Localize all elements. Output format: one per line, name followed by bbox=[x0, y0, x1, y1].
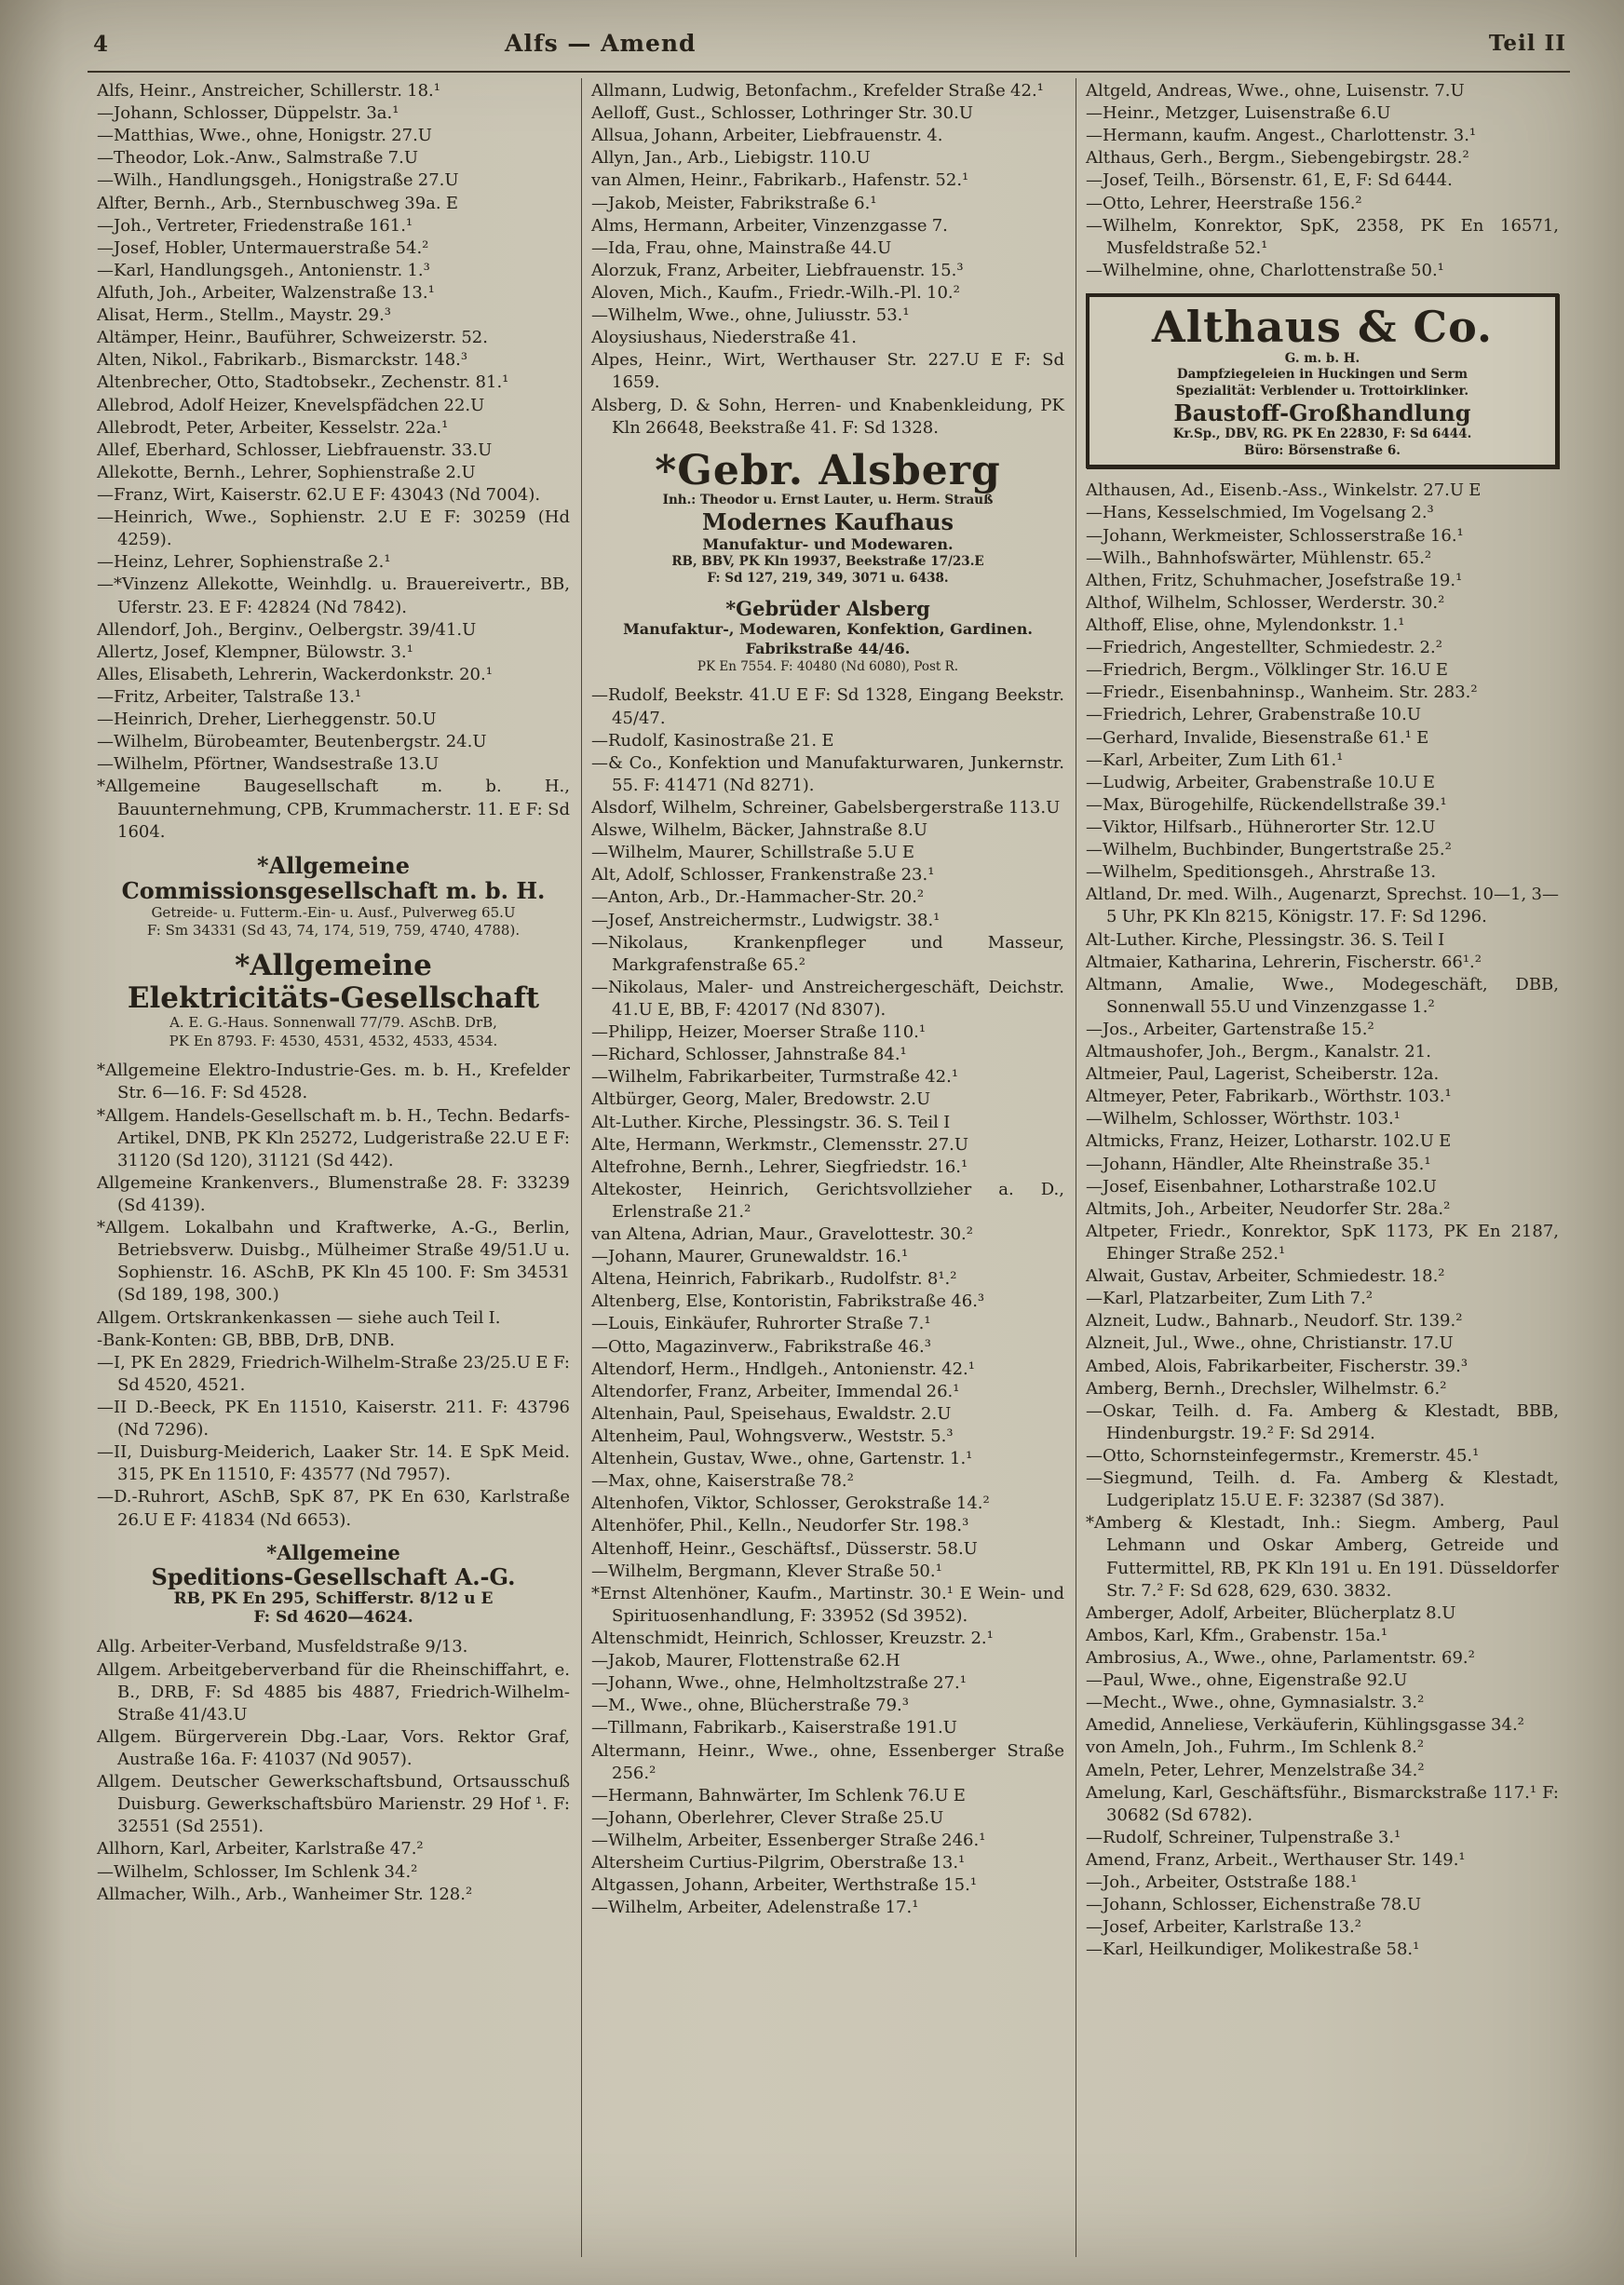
directory-entry: Altefrohne, Bernh., Lehrer, Siegfriedstr. 16.¹ bbox=[591, 1156, 968, 1177]
directory-entry: —Otto, Lehrer, Heerstraße 156.² bbox=[1086, 193, 1362, 213]
ad-title: Speditions-Gesellschaft A.-G. bbox=[151, 1562, 516, 1590]
directory-entry: —Josef, Anstreichermstr., Ludwigstr. 38.¹ bbox=[591, 910, 941, 930]
ad-line: PK En 8793. F: 4530, 4531, 4532, 4533, 4534. bbox=[169, 1032, 498, 1049]
directory-entry: —D.-Ruhrort, ASchB, SpK 87, PK En 630, Karlstraße 26.U E F: 41834 (Nd 6653). bbox=[97, 1487, 570, 1530]
ad-subtitle: Baustoff-Großhandlung bbox=[1173, 399, 1471, 427]
directory-entry: —Ludwig, Arbeiter, Grabenstraße 10.U E bbox=[1086, 772, 1436, 792]
ad-title: *Allgemeine bbox=[235, 948, 432, 982]
directory-entry: Allef, Eberhard, Schlosser, Liebfrauenstr. 33.U bbox=[97, 439, 493, 460]
directory-entry: —Karl, Arbeiter, Zum Lith 61.¹ bbox=[1086, 750, 1344, 770]
directory-entry: —Heinrich, Dreher, Lierheggenstr. 50.U bbox=[97, 710, 437, 730]
directory-entry: Altmicks, Franz, Heizer, Lotharstr. 102.U E bbox=[1086, 1131, 1452, 1152]
directory-entry: —Hermann, Bahnwärter, Im Schlenk 76.U E bbox=[591, 1785, 966, 1805]
column-2 bbox=[581, 78, 1076, 2257]
ad-allgemeine-speditions-gesellschaft bbox=[97, 1541, 570, 1628]
directory-entry: —& Co., Konfektion und Manufakturwaren, Junkernstr. 55. F: 41471 (Nd 8271). bbox=[591, 752, 1064, 795]
directory-entry: —Wilhelm, Schlosser, Wörthstr. 103.¹ bbox=[1086, 1109, 1401, 1129]
directory-entry: Alte, Hermann, Werkmstr., Clemensstr. 27.U bbox=[591, 1134, 969, 1155]
ad-line: RB, PK En 295, Schifferstr. 8/12 u E bbox=[173, 1589, 494, 1609]
directory-entry: Aloysiushaus, Niederstraße 41. bbox=[591, 328, 857, 348]
directory-entry: Altendorfer, Franz, Arbeiter, Immendal 26.¹ bbox=[591, 1381, 960, 1401]
ad-title: *Allgemeine Commissionsgesellschaft m. b. H. bbox=[121, 851, 546, 905]
ad-line: Getreide- u. Futterm.-Ein- u. Ausf., Pulverweg 65.U bbox=[151, 903, 516, 921]
directory-entry: Altenbrecher, Otto, Stadtobsekr., Zechenstr. 81.¹ bbox=[97, 372, 509, 393]
ad-line: A. E. G.-Haus. Sonnenwall 77/79. ASchB. DrB, bbox=[169, 1014, 497, 1032]
directory-entry: —Josef, Arbeiter, Karlstraße 13.² bbox=[1086, 1917, 1361, 1938]
directory-entry: Ambed, Alois, Fabrikarbeiter, Fischerstr. 39.³ bbox=[1086, 1356, 1468, 1376]
directory-entry: —Siegmund, Teilh. d. Fa. Amberg & Klestadt, Ludgeriplatz 15.U E. F: 32387 (Sd 387). bbox=[1086, 1468, 1559, 1511]
directory-entry: —Hans, Kesselschmied, Im Vogelsang 2.³ bbox=[1086, 503, 1434, 523]
directory-entry: Altmaushofer, Joh., Bergm., Kanalstr. 21. bbox=[1086, 1042, 1431, 1062]
ad-gebr-alsberg bbox=[591, 446, 1064, 588]
part-label: Teil II bbox=[1488, 31, 1566, 56]
directory-entry: Altenhöfer, Phil., Kelln., Neudorfer Str. 198.³ bbox=[591, 1516, 969, 1536]
directory-columns bbox=[88, 78, 1570, 2257]
directory-entry: —Fritz, Arbeiter, Talstraße 13.¹ bbox=[97, 686, 362, 707]
directory-entry: Alms, Hermann, Arbeiter, Vinzenzgasse 7. bbox=[591, 215, 948, 236]
directory-entry: Ameln, Peter, Lehrer, Menzelstraße 34.² bbox=[1086, 1760, 1425, 1780]
directory-entry: —Otto, Magazinverw., Fabrikstraße 46.³ bbox=[591, 1336, 931, 1357]
directory-entry: —Friedrich, Lehrer, Grabenstraße 10.U bbox=[1086, 705, 1422, 725]
directory-entry: —Josef, Hobler, Untermauerstraße 54.² bbox=[97, 237, 429, 258]
directory-entry: Alzneit, Ludw., Bahnarb., Neudorf. Str. 139.² bbox=[1086, 1311, 1463, 1332]
directory-entry: —Nikolaus, Maler- und Anstreichergeschäft, Deichstr. 41.U E, BB, F: 42017 (Nd 8307). bbox=[591, 977, 1064, 1020]
directory-entry: —Wilhelm, Schlosser, Im Schlenk 34.² bbox=[97, 1861, 418, 1882]
directory-entry: —Wilhelm, Speditionsgeh., Ahrstraße 13. bbox=[1086, 862, 1437, 883]
directory-entry: Allgem. Ortskrankenkassen — siehe auch Teil I. bbox=[97, 1307, 501, 1328]
directory-entry: Allyn, Jan., Arb., Liebigstr. 110.U bbox=[591, 148, 871, 169]
directory-entry: von Ameln, Joh., Fuhrm., Im Schlenk 8.² bbox=[1086, 1737, 1425, 1758]
directory-entry: —Max, ohne, Kaiserstraße 78.² bbox=[591, 1471, 854, 1492]
directory-entry: —Wilhelm, Buchbinder, Bungertstraße 25.² bbox=[1086, 840, 1452, 860]
running-head: Alfs — Amend bbox=[505, 30, 697, 57]
page-header bbox=[88, 28, 1570, 73]
directory-entry: —Gerhard, Invalide, Biesenstraße 61.¹ E bbox=[1086, 727, 1429, 748]
ad-title: *Gebrüder Alsberg bbox=[725, 597, 930, 621]
directory-entry: Allmacher, Wilh., Arb., Wanheimer Str. 128.² bbox=[97, 1884, 473, 1904]
directory-entry: Amelung, Karl, Geschäftsführ., Bismarckstraße 117.¹ F: 30682 (Sd 6782). bbox=[1086, 1782, 1559, 1825]
directory-entry: van Almen, Heinr., Fabrikarb., Hafenstr. 52.¹ bbox=[591, 170, 969, 191]
ad-title: Elektricitäts-Gesellschaft bbox=[127, 980, 540, 1015]
directory-entry: —M., Wwe., ohne, Blücherstraße 79.³ bbox=[591, 1696, 909, 1716]
directory-entry: —Louis, Einkäufer, Ruhrorter Straße 7.¹ bbox=[591, 1314, 931, 1334]
directory-entry: *Amberg & Klestadt, Inh.: Siegm. Amberg, Paul Lehmann und Oskar Amberg, Getreide und Futtermittel, RB, PK Kln 191 u. En 191. Düsseldorfer Str. 7.² F: Sd 628, 629, 630. 3832. bbox=[1086, 1513, 1559, 1601]
directory-entry: Amend, Franz, Arbeit., Werthauser Str. 149.¹ bbox=[1086, 1849, 1466, 1870]
directory-entry: —Karl, Heilkundiger, Molikestraße 58.¹ bbox=[1086, 1940, 1420, 1960]
directory-entry: Alwait, Gustav, Arbeiter, Schmiedestr. 18.² bbox=[1086, 1266, 1445, 1287]
directory-entry: Allmann, Ludwig, Betonfachm., Krefelder Straße 42.¹ bbox=[591, 81, 1044, 101]
directory-entry: —Tillmann, Fabrikarb., Kaiserstraße 191.U bbox=[591, 1718, 957, 1738]
directory-entry: Altmits, Joh., Arbeiter, Neudorfer Str. 28a.² bbox=[1086, 1198, 1451, 1219]
directory-entry: —Rudolf, Schreiner, Tulpenstraße 3.¹ bbox=[1086, 1827, 1401, 1847]
directory-entry: Alt-Luther. Kirche, Plessingstr. 36. S. Teil I bbox=[591, 1112, 951, 1132]
directory-entry: —Heinr., Metzger, Luisenstraße 6.U bbox=[1086, 103, 1391, 124]
directory-entry: Alfter, Bernh., Arb., Sternbuschweg 39a. E bbox=[97, 193, 458, 213]
directory-entry: —Oskar, Teilh. d. Fa. Amberg & Klestadt, BBB, Hindenburgstr. 19.² F: Sd 2914. bbox=[1086, 1400, 1559, 1443]
ad-line: Manufaktur- und Modewaren. bbox=[702, 534, 954, 553]
directory-entry: Ambrosius, A., Wwe., ohne, Parlamentstr. 69.² bbox=[1086, 1648, 1475, 1668]
directory-entry: van Altena, Adrian, Maur., Gravelottestr. 30.² bbox=[591, 1224, 973, 1245]
ad-line: Inh.: Theodor u. Ernst Lauter, u. Herm. Strauß bbox=[662, 493, 994, 508]
column-1 bbox=[88, 78, 581, 2257]
directory-entry: Allhorn, Karl, Arbeiter, Karlstraße 47.² bbox=[97, 1839, 424, 1859]
directory-entry: Altermann, Heinr., Wwe., ohne, Essenberger Straße 256.² bbox=[591, 1740, 1064, 1783]
ad-line: F: Sd 4620—4624. bbox=[253, 1608, 413, 1628]
directory-entry: -Bank-Konten: GB, BBB, DrB, DNB. bbox=[97, 1330, 395, 1350]
directory-entry: —I, PK En 2829, Friedrich-Wilhelm-Straße 23/25.U E F: Sd 4520, 4521. bbox=[97, 1352, 570, 1395]
directory-entry: Alles, Elisabeth, Lehrerin, Wackerdonkstr. 20.¹ bbox=[97, 664, 493, 684]
directory-entry: Altbürger, Georg, Maler, Bredowstr. 2.U bbox=[591, 1089, 931, 1110]
directory-entry: —*Vinzenz Allekotte, Weinhdlg. u. Brauereivertr., BB, Uferstr. 23. E F: 42824 (Nd 7842). bbox=[97, 575, 570, 617]
directory-entry: Althaus, Gerh., Bergm., Siebengebirgstr. 28.² bbox=[1086, 148, 1469, 169]
directory-entry: —Johann, Werkmeister, Schlosserstraße 16.¹ bbox=[1086, 525, 1464, 546]
directory-entry: Altmeyer, Peter, Fabrikarb., Wörthstr. 103.¹ bbox=[1086, 1087, 1452, 1107]
directory-entry: Althen, Fritz, Schuhmacher, Josefstraße 19.¹ bbox=[1086, 570, 1463, 590]
directory-entry: —Johann, Oberlehrer, Clever Straße 25.U bbox=[591, 1807, 944, 1828]
directory-entry: Amberg, Bernh., Drechsler, Wilhelmstr. 6.² bbox=[1086, 1378, 1447, 1399]
directory-entry: —Nikolaus, Krankenpfleger und Masseur, Markgrafenstraße 65.² bbox=[591, 932, 1064, 975]
directory-entry: Alorzuk, Franz, Arbeiter, Liebfrauenstr. 15.³ bbox=[591, 260, 964, 280]
directory-entry: —Mecht., Wwe., ohne, Gymnasialstr. 3.² bbox=[1086, 1693, 1425, 1713]
ad-althaus-und-co bbox=[1086, 293, 1559, 468]
directory-entry: —Heinrich, Wwe., Sophienstr. 2.U E F: 30259 (Hd 4259). bbox=[97, 507, 570, 550]
ad-title: *Gebr. Alsberg bbox=[655, 446, 1001, 494]
directory-entry: Allg. Arbeiter-Verband, Musfeldstraße 9/13. bbox=[97, 1637, 468, 1657]
directory-entry: Allgem. Bürgerverein Dbg.-Laar, Vors. Rektor Graf, Austraße 16a. F: 41037 (Nd 9057). bbox=[97, 1726, 570, 1769]
directory-entry: —Wilhelm, Konrektor, SpK, 2358, PK En 16571, Musfeldstraße 52.¹ bbox=[1086, 215, 1559, 258]
directory-entry: Allebrodt, Peter, Arbeiter, Kesselstr. 22a.¹ bbox=[97, 417, 449, 438]
directory-entry: Amedid, Anneliese, Verkäuferin, Kühlingsgasse 34.² bbox=[1086, 1715, 1524, 1736]
ad-line: F: Sm 34331 (Sd 43, 74, 174, 519, 759, 4740, 4788). bbox=[146, 922, 521, 940]
ad-title: *Allgemeine bbox=[266, 1540, 400, 1564]
directory-entry: Altersheim Curtius-Pilgrim, Oberstraße 13.¹ bbox=[591, 1853, 966, 1873]
directory-entry: —Jakob, Meister, Fabrikstraße 6.¹ bbox=[591, 193, 877, 213]
directory-entry: —Ida, Frau, ohne, Mainstraße 44.U bbox=[591, 237, 892, 258]
directory-entry: Altgeld, Andreas, Wwe., ohne, Luisenstr. 7.U bbox=[1086, 81, 1465, 101]
ad-line: Büro: Börsenstraße 6. bbox=[1244, 442, 1401, 458]
directory-entry: —Heinz, Lehrer, Sophienstraße 2.¹ bbox=[97, 552, 391, 573]
directory-entry: —Johann, Maurer, Grunewaldstr. 16.¹ bbox=[591, 1247, 909, 1267]
directory-entry: Altpeter, Friedr., Konrektor, SpK 1173, PK En 2187, Ehinger Straße 252.¹ bbox=[1086, 1221, 1559, 1264]
directory-entry: —Wilhelm, Pförtner, Wandsestraße 13.U bbox=[97, 754, 440, 775]
directory-entry: Althoff, Elise, ohne, Mylendonkstr. 1.¹ bbox=[1086, 615, 1405, 635]
directory-entry: Altenhoff, Heinr., Geschäftsf., Düsserstr. 58.U bbox=[591, 1538, 978, 1559]
directory-entry: Altekoster, Heinrich, Gerichtsvollzieher a. D., Erlenstraße 21.² bbox=[591, 1179, 1064, 1222]
directory-entry: Allebrod, Adolf Heizer, Knevelspfädchen 22.U bbox=[97, 395, 485, 415]
directory-entry: —Wilh., Bahnhofswärter, Mühlenstr. 65.² bbox=[1086, 548, 1432, 568]
directory-entry: —Karl, Platzarbeiter, Zum Lith 7.² bbox=[1086, 1289, 1374, 1309]
directory-entry: Altenheim, Paul, Wohngsverw., Weststr. 5.³ bbox=[591, 1426, 954, 1447]
directory-entry: Allertz, Josef, Klempner, Bülowstr. 3.¹ bbox=[97, 642, 413, 662]
directory-entry: —Wilhelm, Wwe., ohne, Juliusstr. 53.¹ bbox=[591, 305, 910, 326]
ad-line: Fabrikstraße 44/46. bbox=[745, 640, 911, 658]
directory-entry: —Jos., Arbeiter, Gartenstraße 15.² bbox=[1086, 1019, 1374, 1039]
ad-line: Manufaktur-, Modewaren, Konfektion, Gardinen. bbox=[623, 620, 1033, 639]
ad-line: Spezialität: Verblender u. Trottoirklinker. bbox=[1175, 384, 1469, 399]
directory-entry: *Ernst Altenhöner, Kaufm., Martinstr. 30.¹ E Wein- und Spirituosenhandlung, F: 33952 (Sd 3952). bbox=[591, 1583, 1064, 1626]
ad-allgemeine-commissionsgesellschaft bbox=[97, 853, 570, 940]
directory-entry: *Allgemeine Elektro-Industrie-Ges. m. b. H., Krefelder Str. 6—16. F: Sd 4528. bbox=[97, 1061, 570, 1103]
directory-entry: —Josef, Teilh., Börsenstr. 61, E, F: Sd 6444. bbox=[1086, 170, 1453, 191]
directory-entry: —Matthias, Wwe., ohne, Honigstr. 27.U bbox=[97, 126, 432, 146]
directory-entry: —Wilhelm, Arbeiter, Essenberger Straße 246.¹ bbox=[591, 1831, 986, 1850]
directory-entry: Ambos, Karl, Kfm., Grabenstr. 15a.¹ bbox=[1086, 1625, 1388, 1645]
directory-entry: Altgassen, Johann, Arbeiter, Werthstraße 15.¹ bbox=[591, 1875, 978, 1896]
directory-entry: —Otto, Schornsteinfegermstr., Kremerstr. 45.¹ bbox=[1086, 1446, 1480, 1467]
directory-entry: Altmaier, Katharina, Lehrerin, Fischerstr. 66¹.² bbox=[1086, 952, 1482, 972]
directory-entry: —Johann, Händler, Alte Rheinstraße 35.¹ bbox=[1086, 1154, 1431, 1174]
directory-entry: —Wilh., Handlungsgeh., Honigstraße 27.U bbox=[97, 170, 459, 191]
directory-entry: Alfuth, Joh., Arbeiter, Walzenstraße 13.¹ bbox=[97, 282, 435, 303]
directory-entry: Allgem. Deutscher Gewerkschaftsbund, Ortsausschuß Duisburg. Gewerkschaftsbüro Marienstr. 29 Hof ¹. F: 32551 (Sd 2551). bbox=[97, 1772, 570, 1837]
directory-entry: Altmann, Amalie, Wwe., Modegeschäft, DBB, Sonnenwall 55.U und Vinzenzgasse 1.² bbox=[1086, 974, 1559, 1017]
directory-entry: —Anton, Arb., Dr.-Hammacher-Str. 20.² bbox=[591, 887, 925, 908]
directory-entry: Alswe, Wilhelm, Bäcker, Jahnstraße 8.U bbox=[591, 820, 928, 841]
ad-line: RB, BBV, PK Kln 19937, Beekstraße 17/23.E bbox=[671, 554, 984, 570]
directory-entry: Alfs, Heinr., Anstreicher, Schillerstr. 18.¹ bbox=[97, 81, 440, 101]
directory-entry: —Wilhelm, Bergmann, Klever Straße 50.¹ bbox=[591, 1561, 942, 1581]
directory-entry: Allendorf, Joh., Berginv., Oelbergstr. 39/41.U bbox=[97, 619, 477, 640]
directory-entry: —Wilhelm, Arbeiter, Adelenstraße 17.¹ bbox=[591, 1898, 919, 1918]
directory-entry: —Josef, Eisenbahner, Lotharstraße 102.U bbox=[1086, 1176, 1437, 1197]
directory-entry: —Johann, Wwe., ohne, Helmholtzstraße 27.¹ bbox=[591, 1673, 967, 1694]
ad-line: PK En 7554. F: 40480 (Nd 6080), Post R. bbox=[697, 658, 959, 674]
directory-entry: Allgemeine Krankenvers., Blumenstraße 28. F: 33239 (Sd 4139). bbox=[97, 1172, 570, 1215]
directory-entry: —Paul, Wwe., ohne, Eigenstraße 92.U bbox=[1086, 1670, 1408, 1691]
directory-entry: —Franz, Wirt, Kaiserstr. 62.U E F: 43043 (Nd 7004). bbox=[97, 484, 541, 505]
directory-entry: Allgem. Arbeitgeberverband für die Rheinschiffahrt, e. B., DRB, F: Sd 4885 bis 4887, Friedrich-Wilhelm-Straße 41/43.U bbox=[97, 1659, 570, 1724]
directory-entry: —Rudolf, Beekstr. 41.U E F: Sd 1328, Eingang Beekstr. 45/47. bbox=[591, 685, 1064, 728]
directory-entry: Althausen, Ad., Eisenb.-Ass., Winkelstr. 27.U E bbox=[1086, 480, 1482, 501]
directory-entry: Aelloff, Gust., Schlosser, Lothringer Str. 30.U bbox=[591, 103, 973, 124]
directory-entry: —Wilhelm, Fabrikarbeiter, Turmstraße 42.¹ bbox=[591, 1067, 959, 1088]
directory-entry: *Allgem. Lokalbahn und Kraftwerke, A.-G., Berlin, Betriebsverw. Duisbg., Mülheimer Straße 49/51.U u. Sophienstr. 16. ASchB, PK Kln 45 100. F: Sm 34531 (Sd 189, 198, 300.) bbox=[97, 1218, 570, 1305]
directory-entry: Altland, Dr. med. Wilh., Augenarzt, Sprechst. 10—1, 3—5 Uhr, PK Kln 8215, Königstr. 17. F: Sd 1296. bbox=[1086, 885, 1559, 927]
directory-entry: Altendorf, Herm., Hndlgeh., Antonienstr. 42.¹ bbox=[591, 1359, 975, 1379]
directory-entry: —Joh., Vertreter, Friedenstraße 161.¹ bbox=[97, 215, 413, 236]
directory-entry: —Wilhelm, Bürobeamter, Beutenbergstr. 24.U bbox=[97, 732, 487, 752]
directory-entry: Alisat, Herm., Stellm., Maystr. 29.³ bbox=[97, 305, 392, 326]
directory-entry: Allsua, Johann, Arbeiter, Liebfrauenstr. 4. bbox=[591, 126, 943, 146]
ad-gebrueder-alsberg bbox=[591, 597, 1064, 675]
directory-entry: —Rudolf, Kasinostraße 21. E bbox=[591, 730, 834, 750]
directory-entry: Alsberg, D. & Sohn, Herren- und Knabenkleidung, PK Kln 26648, Beekstraße 41. F: Sd 1328. bbox=[591, 395, 1064, 438]
directory-entry: —Viktor, Hilfsarb., Hühnerorter Str. 12.U bbox=[1086, 817, 1436, 837]
directory-entry: Altenhofen, Viktor, Schlosser, Gerokstraße 14.² bbox=[591, 1494, 990, 1514]
directory-entry: Altenhein, Gustav, Wwe., ohne, Gartenstr. 1.¹ bbox=[591, 1449, 973, 1469]
page-number: 4 bbox=[93, 32, 109, 57]
directory-entry: Alt, Adolf, Schlosser, Frankenstraße 23.¹ bbox=[591, 865, 935, 886]
directory-entry: Altmeier, Paul, Lagerist, Scheiberstr. 12a. bbox=[1086, 1064, 1440, 1085]
directory-entry: —Karl, Handlungsgeh., Antonienstr. 1.³ bbox=[97, 260, 430, 280]
directory-entry: —Philipp, Heizer, Moerser Straße 110.¹ bbox=[591, 1022, 927, 1043]
directory-entry: Althof, Wilhelm, Schlosser, Werderstr. 30.² bbox=[1086, 592, 1445, 613]
directory-entry: *Allgemeine Baugesellschaft m. b. H., Bauunternehmung, CPB, Krummacherstr. 11. E F: Sd 1604. bbox=[97, 777, 570, 842]
ad-line: G. m. b. H. bbox=[1284, 350, 1360, 366]
ad-line: Dampfziegeleien in Huckingen und Serm bbox=[1176, 367, 1468, 383]
directory-entry: —Friedrich, Bergm., Völklinger Str. 16.U E bbox=[1086, 660, 1448, 681]
directory-entry: —Friedr., Eisenbahninsp., Wanheim. Str. 283.² bbox=[1086, 683, 1478, 703]
directory-entry: —Joh., Arbeiter, Oststraße 188.¹ bbox=[1086, 1873, 1358, 1893]
directory-entry: —Friedrich, Angestellter, Schmiedestr. 2.² bbox=[1086, 638, 1442, 658]
directory-entry: Altena, Heinrich, Fabrikarb., Rudolfstr. 8¹.² bbox=[591, 1269, 957, 1290]
directory-entry: —Wilhelmine, ohne, Charlottenstraße 50.¹ bbox=[1086, 260, 1444, 280]
directory-entry: —Jakob, Maurer, Flottenstraße 62.H bbox=[591, 1651, 900, 1671]
directory-entry: Alten, Nikol., Fabrikarb., Bismarckstr. 148.³ bbox=[97, 350, 468, 371]
directory-entry: —Max, Bürogehilfe, Rückendellstraße 39.¹ bbox=[1086, 794, 1447, 815]
directory-entry: —II D.-Beeck, PK En 11510, Kaiserstr. 211. F: 43796 (Nd 7296). bbox=[97, 1397, 570, 1440]
directory-entry: Alt-Luther. Kirche, Plessingstr. 36. S. Teil I bbox=[1086, 929, 1445, 950]
directory-entry: Altenberg, Else, Kontoristin, Fabrikstraße 46.³ bbox=[591, 1291, 985, 1312]
directory-entry: Alsdorf, Wilhelm, Schreiner, Gabelsbergerstraße 113.U bbox=[591, 797, 1061, 818]
directory-entry: —Johann, Schlosser, Eichenstraße 78.U bbox=[1086, 1895, 1422, 1915]
directory-entry: Allekotte, Bernh., Lehrer, Sophienstraße 2.U bbox=[97, 462, 476, 482]
ad-allgemeine-elektricitaets-gesellschaft bbox=[97, 950, 570, 1050]
directory-entry: *Allgem. Handels-Gesellschaft m. b. H., Techn. Bedarfs-Artikel, DNB, PK Kln 25272, Ludgeristraße 22.U E F: 31120 (Sd 120), 31121 (Sd 442). bbox=[97, 1105, 570, 1170]
directory-entry: —Wilhelm, Maurer, Schillstraße 5.U E bbox=[591, 843, 914, 863]
directory-entry: Altenhain, Paul, Speisehaus, Ewaldstr. 2.U bbox=[591, 1403, 952, 1424]
directory-entry: Alpes, Heinr., Wirt, Werthauser Str. 227.U E F: Sd 1659. bbox=[591, 350, 1064, 393]
ad-line: Kr.Sp., DBV, RG. PK En 22830, F: Sd 6444. bbox=[1172, 426, 1472, 441]
directory-entry: Altenschmidt, Heinrich, Schlosser, Kreuzstr. 2.¹ bbox=[591, 1629, 994, 1649]
directory-entry: —II, Duisburg-Meiderich, Laaker Str. 14. E SpK Meid. 315, PK En 11510, F: 43577 (Nd 7957). bbox=[97, 1442, 570, 1485]
column-3 bbox=[1076, 78, 1570, 2257]
ad-subtitle: Modernes Kaufhaus bbox=[702, 508, 954, 536]
ad-title: Althaus & Co. bbox=[1151, 301, 1494, 352]
directory-entry: Altämper, Heinr., Bauführer, Schweizerstr. 52. bbox=[97, 328, 488, 348]
directory-entry: —Hermann, kaufm. Angest., Charlottenstr. 3.¹ bbox=[1086, 126, 1477, 146]
directory-entry: Aloven, Mich., Kaufm., Friedr.-Wilh.-Pl. 10.² bbox=[591, 282, 960, 303]
directory-entry: —Johann, Schlosser, Düppelstr. 3a.¹ bbox=[97, 103, 399, 124]
directory-entry: —Theodor, Lok.-Anw., Salmstraße 7.U bbox=[97, 148, 418, 169]
ad-line: F: Sd 127, 219, 349, 3071 u. 6438. bbox=[707, 571, 949, 587]
directory-entry: Alzneit, Jul., Wwe., ohne, Christianstr. 17.U bbox=[1086, 1333, 1454, 1354]
directory-entry: —Richard, Schlosser, Jahnstraße 84.¹ bbox=[591, 1045, 907, 1065]
directory-entry: Amberger, Adolf, Arbeiter, Blücherplatz 8.U bbox=[1086, 1602, 1456, 1623]
